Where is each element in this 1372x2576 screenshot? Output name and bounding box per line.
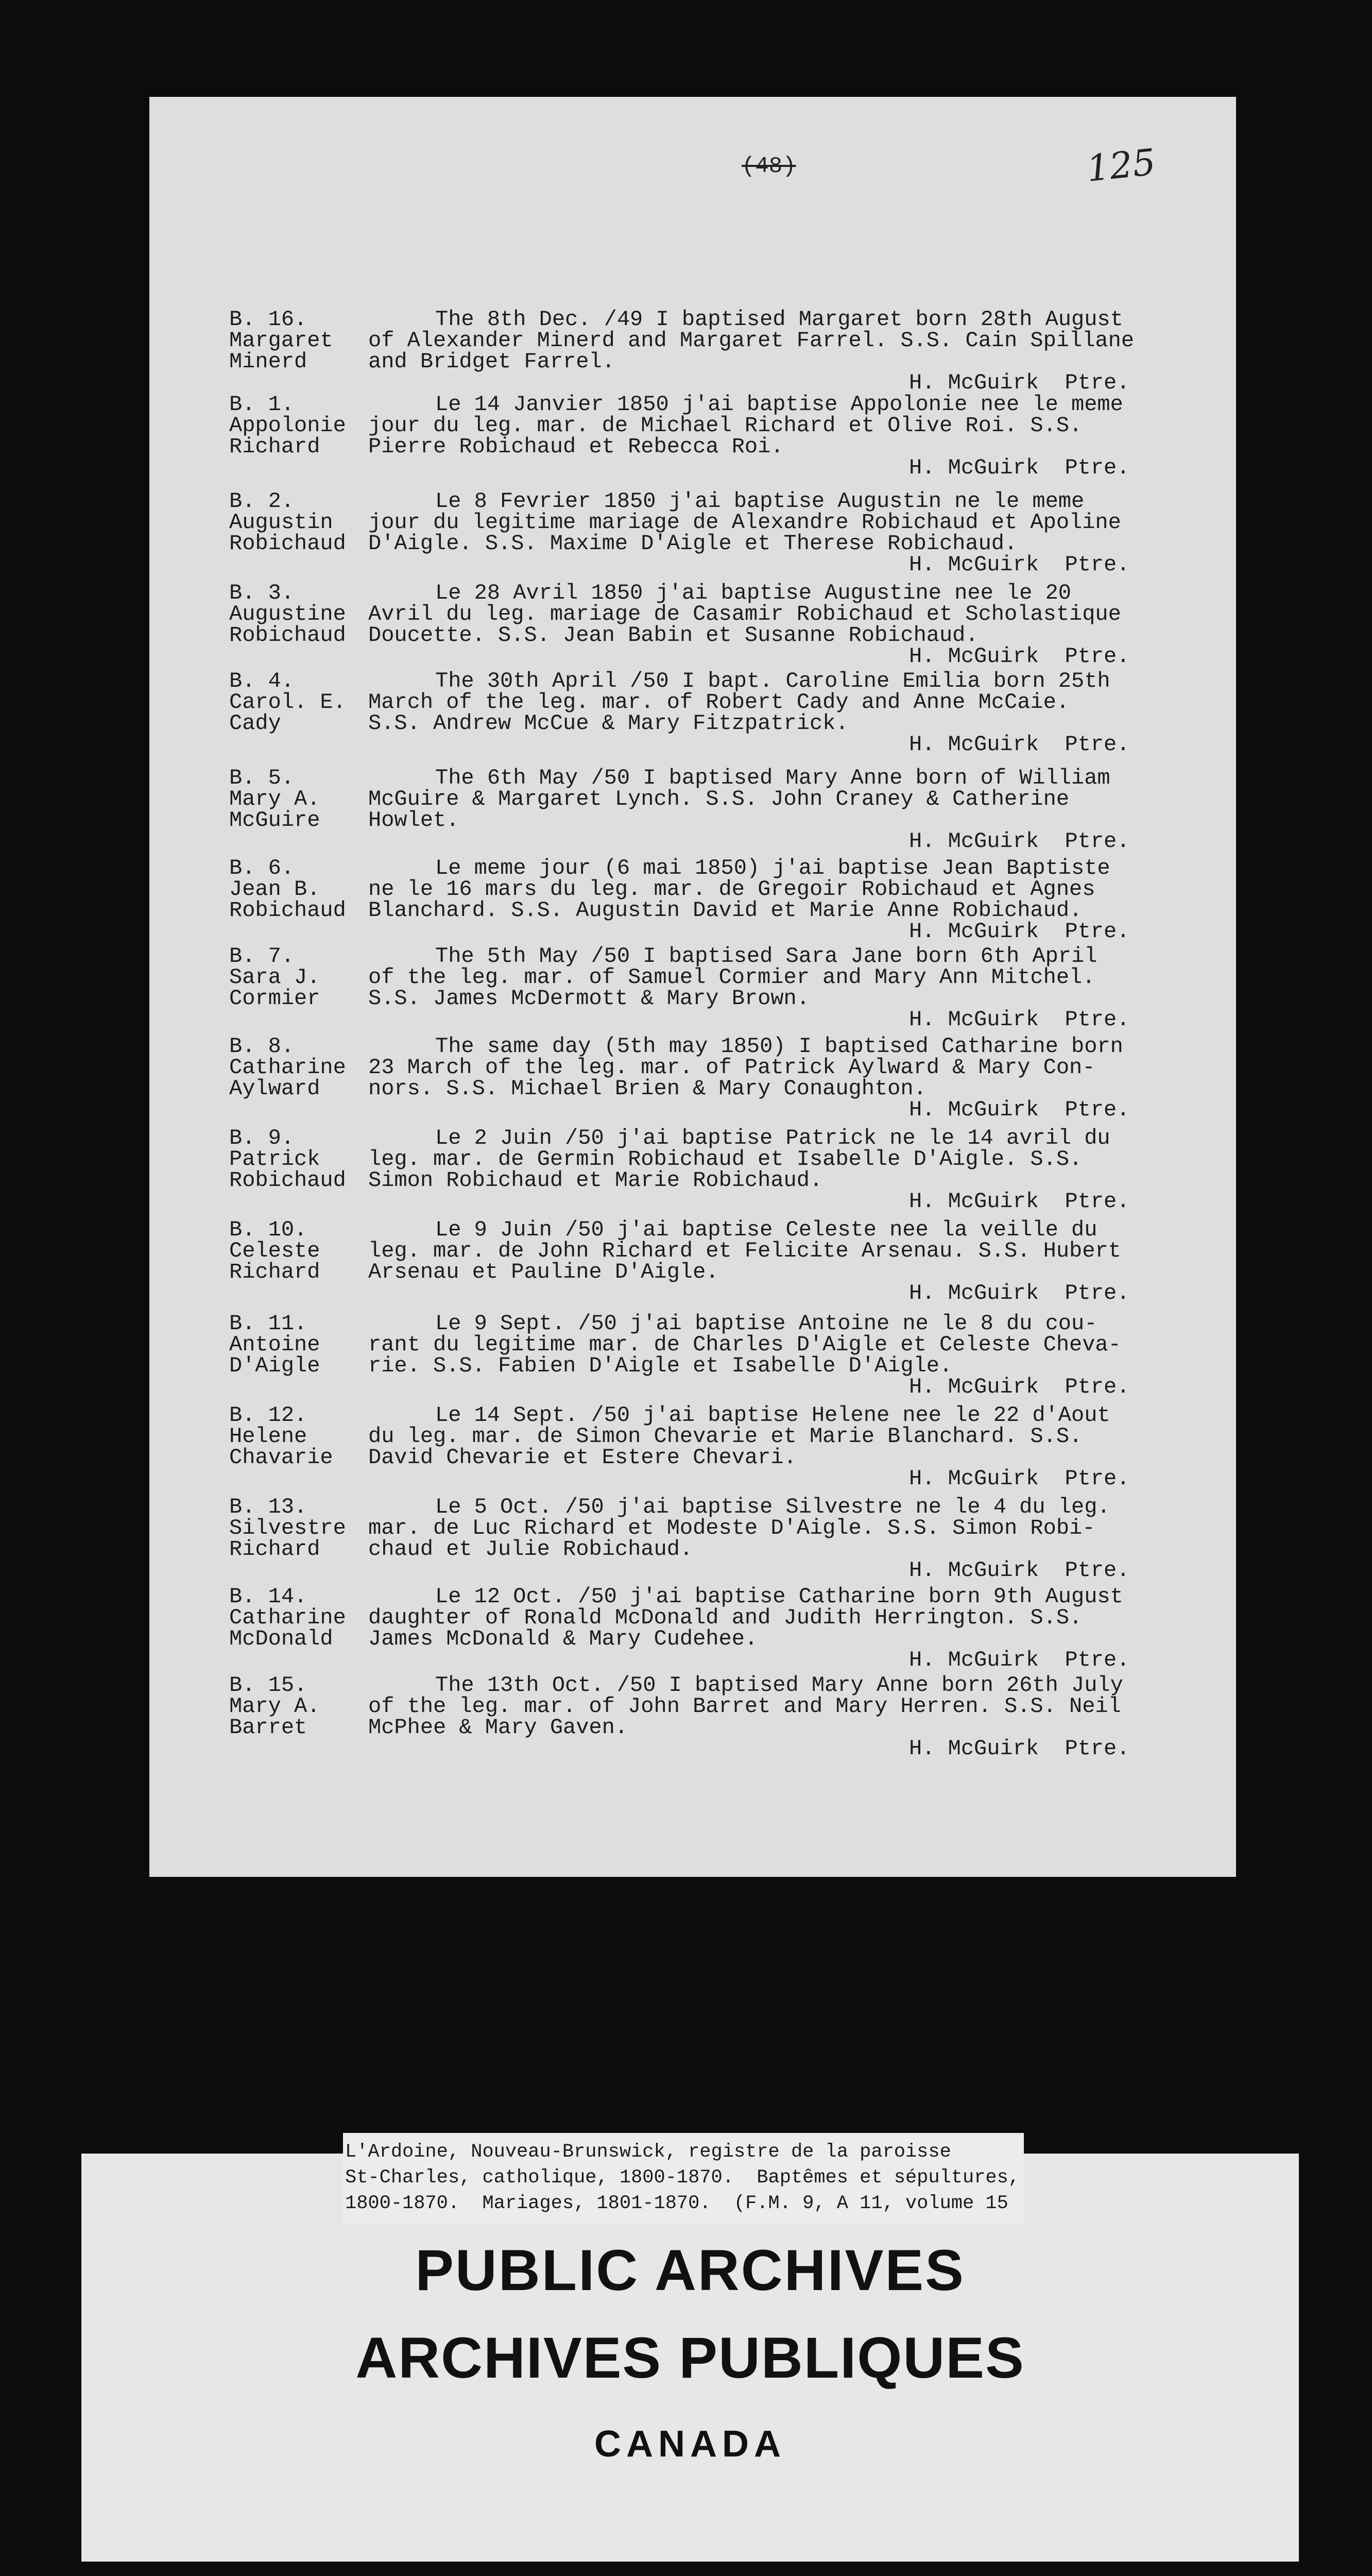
entry-margin-label	[229, 768, 368, 831]
entry-line: Le 8 Fevrier 1850 j'ai baptise Augustin ne le meme	[435, 489, 1085, 514]
entry-text	[368, 394, 1123, 457]
entry-line: of the leg. mar. of John Barret and Mary Herren. S.S. Neil	[368, 1694, 1121, 1719]
entry-line: Le 9 Sept. /50 j'ai baptise Antoine ne le 8 du cou-	[435, 1311, 1097, 1336]
baptism-entry	[229, 1313, 1218, 1398]
entry-line: D'Aigle. S.S. Maxime D'Aigle et Therese Robichaud.	[368, 531, 1018, 556]
entry-name: Catharine	[229, 1605, 346, 1630]
register-page	[149, 97, 1236, 1877]
entry-line: The same day (5th may 1850) I baptised Catharine born	[435, 1034, 1123, 1059]
priest-signature: H. McGuirk Ptre.	[909, 1281, 1130, 1306]
entry-line: du leg. mar. de Simon Chevarie et Marie Blanchard. S.S.	[368, 1424, 1083, 1449]
entry-line: daughter of Ronald McDonald and Judith Herrington. S.S.	[368, 1605, 1083, 1630]
entry-name: Helene	[229, 1424, 307, 1449]
entry-id: B. 9.	[229, 1126, 295, 1150]
entry-line: McPhee & Mary Gaven.	[368, 1715, 628, 1740]
baptism-entry	[229, 394, 1218, 479]
entry-name: Richard	[229, 1260, 320, 1284]
entry-id: B. 13.	[229, 1495, 307, 1519]
entry-margin-label	[229, 583, 368, 646]
entry-line: and Bridget Farrel.	[368, 349, 615, 374]
entry-name: Jean B.	[229, 877, 320, 902]
entry-line: Avril du leg. mariage de Casamir Robichaud et Scholastique	[368, 602, 1121, 626]
entry-line: S.S. James McDermott & Mary Brown.	[368, 986, 810, 1011]
entry-id: B. 15.	[229, 1673, 307, 1698]
entry-line: leg. mar. de John Richard et Felicite Arsenau. S.S. Hubert	[368, 1239, 1121, 1263]
entry-line: S.S. Andrew McCue & Mary Fitzpatrick.	[368, 711, 849, 736]
entry-margin-label	[229, 491, 368, 554]
priest-signature: H. McGuirk Ptre.	[909, 829, 1130, 854]
entry-text	[368, 491, 1121, 554]
priest-signature: H. McGuirk Ptre.	[909, 644, 1130, 669]
entry-name: Antoine	[229, 1332, 320, 1357]
entry-name: Richard	[229, 1537, 320, 1562]
entry-line: nors. S.S. Michael Brien & Mary Conaughton.	[368, 1076, 927, 1101]
source-label-line: St-Charles, catholique, 1800-1870. Baptêmes et sépultures,	[345, 2167, 1020, 2189]
entry-name: Margaret	[229, 328, 333, 353]
baptism-entry	[229, 1128, 1218, 1212]
entry-line: David Chevarie et Estere Chevari.	[368, 1445, 797, 1470]
entry-name: McGuire	[229, 808, 320, 833]
entry-text	[368, 1586, 1123, 1650]
entry-line: Le 14 Janvier 1850 j'ai baptise Appolonie nee le meme	[435, 392, 1123, 417]
priest-signature: H. McGuirk Ptre.	[909, 1375, 1130, 1399]
entry-line: chaud et Julie Robichaud.	[368, 1537, 693, 1562]
priest-signature: H. McGuirk Ptre.	[909, 732, 1130, 757]
entry-text	[368, 1128, 1110, 1191]
entry-margin-label	[229, 1586, 368, 1650]
entry-text	[368, 1497, 1110, 1560]
entry-name: Cady	[229, 711, 281, 736]
baptism-entry	[229, 768, 1218, 852]
entry-name: Barret	[229, 1715, 307, 1740]
priest-signature: H. McGuirk Ptre.	[909, 1648, 1130, 1672]
entry-line: Le 5 Oct. /50 j'ai baptise Silvestre ne le 4 du leg.	[435, 1495, 1110, 1519]
entry-name: Appolonie	[229, 413, 346, 438]
entry-id: B. 11.	[229, 1311, 307, 1336]
entry-name: Augustin	[229, 510, 333, 535]
entry-text	[368, 1675, 1123, 1738]
entry-name: Celeste	[229, 1239, 320, 1263]
entry-name: Chavarie	[229, 1445, 333, 1470]
entry-margin-label	[229, 309, 368, 372]
entry-line: Doucette. S.S. Jean Babin et Susanne Robichaud.	[368, 623, 979, 648]
entry-line: The 5th May /50 I baptised Sara Jane born 6th April	[435, 944, 1097, 969]
entry-line: Le 28 Avril 1850 j'ai baptise Augustine nee le 20	[435, 581, 1072, 605]
entry-text	[368, 1219, 1121, 1283]
entry-text	[368, 1405, 1110, 1468]
entry-text	[368, 946, 1097, 1009]
entry-line: jour du legitime mariage de Alexandre Robichaud et Apoline	[368, 510, 1121, 535]
baptism-entry	[229, 946, 1218, 1030]
entry-id: B. 14.	[229, 1584, 307, 1609]
priest-signature: H. McGuirk Ptre.	[909, 1007, 1130, 1032]
entry-text	[368, 309, 1134, 372]
entry-name: McDonald	[229, 1626, 333, 1651]
source-label	[343, 2133, 1024, 2225]
baptism-entry	[229, 1405, 1218, 1489]
entry-text	[368, 671, 1110, 734]
entry-name: Catharine	[229, 1055, 346, 1080]
card-country: CANADA	[594, 2424, 786, 2465]
entry-name: Robichaud	[229, 531, 346, 556]
entry-name: Mary A.	[229, 787, 320, 811]
entry-line: The 30th April /50 I bapt. Caroline Emilia born 25th	[435, 669, 1110, 693]
baptism-entry	[229, 1586, 1218, 1671]
entry-text	[368, 1036, 1123, 1099]
entry-name: Aylward	[229, 1076, 320, 1101]
entry-line: leg. mar. de Germin Robichaud et Isabelle D'Aigle. S.S.	[368, 1147, 1083, 1172]
entry-line: McGuire & Margaret Lynch. S.S. John Craney & Catherine	[368, 787, 1070, 811]
entry-margin-label	[229, 1219, 368, 1283]
entry-margin-label	[229, 1036, 368, 1099]
entry-line: Le 9 Juin /50 j'ai baptise Celeste nee la veille du	[435, 1217, 1097, 1242]
entry-margin-label	[229, 1675, 368, 1738]
baptism-entry	[229, 491, 1218, 575]
entry-text	[368, 1313, 1121, 1377]
priest-signature: H. McGuirk Ptre.	[909, 1097, 1130, 1122]
baptism-entry	[229, 309, 1218, 394]
entry-id: B. 6.	[229, 856, 295, 880]
entry-margin-label	[229, 671, 368, 734]
entry-name: Richard	[229, 434, 320, 459]
baptism-entry	[229, 1036, 1218, 1121]
entry-line: Simon Robichaud et Marie Robichaud.	[368, 1168, 823, 1193]
entry-margin-label	[229, 394, 368, 457]
entry-line: Pierre Robichaud et Rebecca Roi.	[368, 434, 784, 459]
priest-signature: H. McGuirk Ptre.	[909, 552, 1130, 577]
entry-id: B. 4.	[229, 669, 295, 693]
entry-id: B. 10.	[229, 1217, 307, 1242]
entry-line: The 8th Dec. /49 I baptised Margaret born 28th August	[435, 307, 1123, 332]
entry-line: The 6th May /50 I baptised Mary Anne born of William	[435, 766, 1110, 790]
entry-line: mar. de Luc Richard et Modeste D'Aigle. S.S. Simon Robi-	[368, 1516, 1095, 1540]
baptism-entry	[229, 671, 1218, 755]
entry-line: Arsenau et Pauline D'Aigle.	[368, 1260, 719, 1284]
entry-name: Silvestre	[229, 1516, 346, 1540]
priest-signature: H. McGuirk Ptre.	[909, 919, 1130, 944]
entry-line: James McDonald & Mary Cudehee.	[368, 1626, 758, 1651]
entry-line: Le meme jour (6 mai 1850) j'ai baptise Jean Baptiste	[435, 856, 1110, 880]
entry-name: Mary A.	[229, 1694, 320, 1719]
entry-margin-label	[229, 1405, 368, 1468]
priest-signature: H. McGuirk Ptre.	[909, 455, 1130, 480]
priest-signature: H. McGuirk Ptre.	[909, 1466, 1130, 1491]
entry-margin-label	[229, 1128, 368, 1191]
entry-id: B. 2.	[229, 489, 295, 514]
entry-id: B. 5.	[229, 766, 295, 790]
baptism-entry	[229, 1219, 1218, 1304]
entry-name: Minerd	[229, 349, 307, 374]
baptism-entry	[229, 858, 1218, 942]
entry-line: of Alexander Minerd and Margaret Farrel. S.S. Cain Spillane	[368, 328, 1135, 353]
entry-name: Carol. E.	[229, 690, 346, 715]
entry-id: B. 8.	[229, 1034, 295, 1059]
entry-name: Sara J.	[229, 965, 320, 990]
entry-line: rie. S.S. Fabien D'Aigle et Isabelle D'Aigle.	[368, 1353, 953, 1378]
entry-id: B. 1.	[229, 392, 295, 417]
entry-line: of the leg. mar. of Samuel Cormier and Mary Ann Mitchel.	[368, 965, 1095, 990]
entry-line: Howlet.	[368, 808, 459, 833]
entry-name: Cormier	[229, 986, 320, 1011]
entry-id: B. 12.	[229, 1403, 307, 1428]
baptism-entry	[229, 1675, 1218, 1759]
handwritten-page-number: 125	[1085, 141, 1158, 190]
source-label-line: L'Ardoine, Nouveau-Brunswick, registre de la paroisse	[345, 2141, 951, 2163]
struck-page-number: (48)	[742, 154, 796, 179]
priest-signature: H. McGuirk Ptre.	[909, 1558, 1130, 1583]
entry-name: Augustine	[229, 602, 346, 626]
card-title-french: ARCHIVES PUBLIQUES	[355, 2326, 1025, 2390]
priest-signature: H. McGuirk Ptre.	[909, 1189, 1130, 1214]
priest-signature: H. McGuirk Ptre.	[909, 1736, 1130, 1761]
source-label-line: 1800-1870. Mariages, 1801-1870. (F.M. 9, A 11, volume 15	[345, 2193, 1008, 2214]
entry-id: B. 16.	[229, 307, 307, 332]
entry-line: Le 12 Oct. /50 j'ai baptise Catharine born 9th August	[435, 1584, 1123, 1609]
entry-line: Le 14 Sept. /50 j'ai baptise Helene nee le 22 d'Aout	[435, 1403, 1110, 1428]
entry-line: jour du leg. mar. de Michael Richard et Olive Roi. S.S.	[368, 413, 1083, 438]
entry-name: Robichaud	[229, 623, 346, 648]
entry-line: Le 2 Juin /50 j'ai baptise Patrick ne le 14 avril du	[435, 1126, 1110, 1150]
entry-line: March of the leg. mar. of Robert Cady and Anne McCaie.	[368, 690, 1070, 715]
entry-name: Patrick	[229, 1147, 320, 1172]
entry-text	[368, 858, 1110, 921]
entry-id: B. 3.	[229, 581, 295, 605]
baptism-entry	[229, 1497, 1218, 1581]
entry-line: ne le 16 mars du leg. mar. de Gregoir Robichaud et Agnes	[368, 877, 1095, 902]
entry-name: Robichaud	[229, 898, 346, 923]
entry-margin-label	[229, 858, 368, 921]
entry-text	[368, 768, 1110, 831]
entry-margin-label	[229, 946, 368, 1009]
entry-id: B. 7.	[229, 944, 295, 969]
baptism-entry	[229, 583, 1218, 667]
priest-signature: H. McGuirk Ptre.	[909, 370, 1130, 395]
entry-line: Blanchard. S.S. Augustin David et Marie Anne Robichaud.	[368, 898, 1083, 923]
entry-margin-label	[229, 1497, 368, 1560]
entry-line: rant du legitime mar. de Charles D'Aigle et Celeste Cheva-	[368, 1332, 1121, 1357]
card-title-english: PUBLIC ARCHIVES	[415, 2238, 965, 2302]
entry-name: Robichaud	[229, 1168, 346, 1193]
entry-text	[368, 583, 1121, 646]
entry-name: D'Aigle	[229, 1353, 320, 1378]
entry-line: 23 March of the leg. mar. of Patrick Aylward & Mary Con-	[368, 1055, 1095, 1080]
entry-line: The 13th Oct. /50 I baptised Mary Anne born 26th July	[435, 1673, 1123, 1698]
entry-margin-label	[229, 1313, 368, 1377]
